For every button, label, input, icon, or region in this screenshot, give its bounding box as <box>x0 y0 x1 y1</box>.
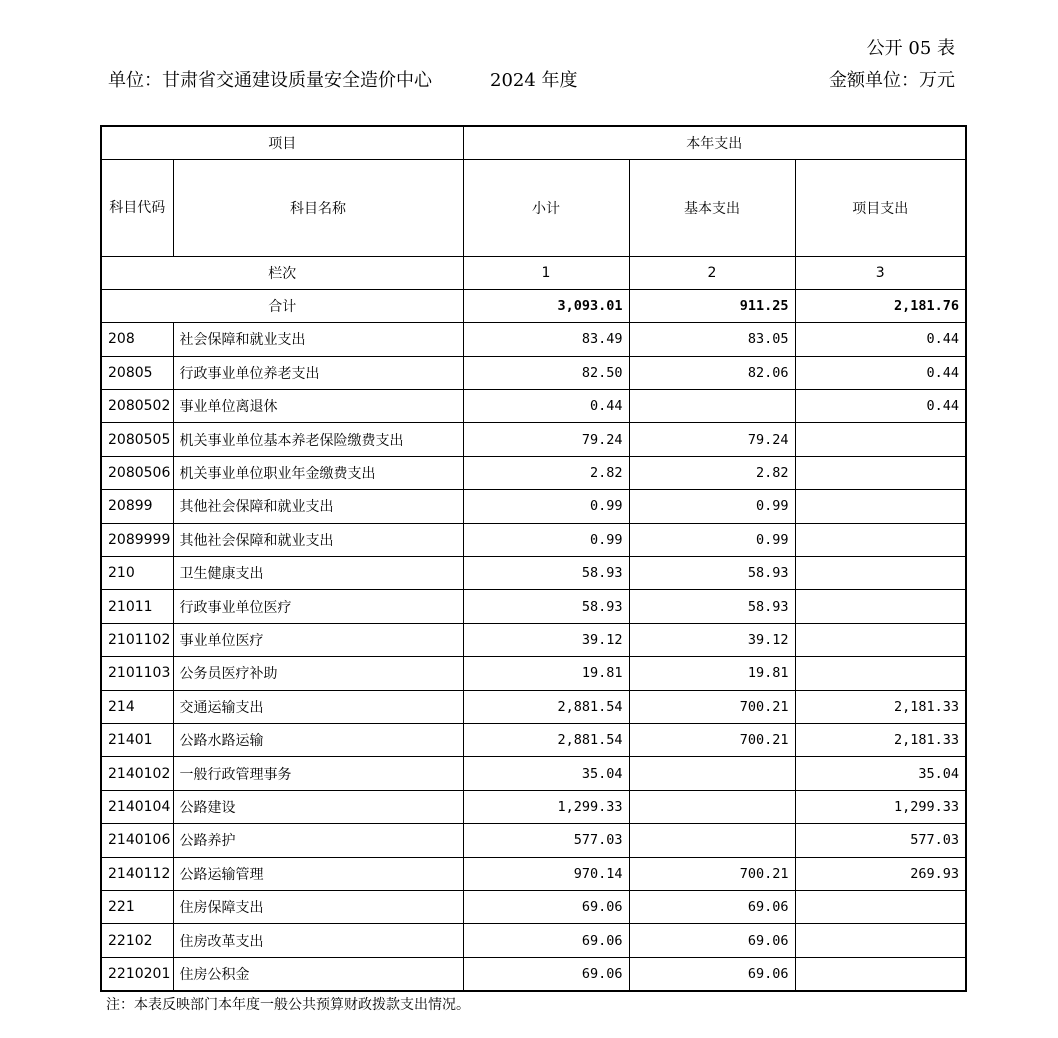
cell-item: 269.93 <box>795 857 966 890</box>
cell-name: 机关事业单位职业年金缴费支出 <box>173 456 463 489</box>
table-row <box>101 323 966 356</box>
cell-code: 2140106 <box>101 824 173 857</box>
cell-subtotal: 58.93 <box>463 557 629 590</box>
cell-name: 住房保障支出 <box>173 890 463 923</box>
cell-code: 2140102 <box>101 757 173 790</box>
cell-subtotal: 83.49 <box>463 323 629 356</box>
cell-subtotal: 82.50 <box>463 356 629 389</box>
cell-basic <box>629 824 795 857</box>
cell-basic: 69.06 <box>629 957 795 990</box>
table-row <box>101 957 966 990</box>
header-item: 项目支出 <box>795 159 966 256</box>
table-row <box>101 623 966 656</box>
index-3: 3 <box>795 256 966 289</box>
cell-name: 公务员医疗补助 <box>173 657 463 690</box>
cell-basic: 2.82 <box>629 456 795 489</box>
cell-basic: 0.99 <box>629 490 795 523</box>
cell-subtotal: 69.06 <box>463 890 629 923</box>
cell-code: 20805 <box>101 356 173 389</box>
table-row <box>101 356 966 389</box>
cell-code: 2080505 <box>101 423 173 456</box>
cell-code: 21011 <box>101 590 173 623</box>
cell-name: 公路养护 <box>173 824 463 857</box>
table-row <box>101 390 966 423</box>
cell-subtotal: 0.44 <box>463 390 629 423</box>
cell-subtotal: 69.06 <box>463 957 629 990</box>
cell-item: 2,181.33 <box>795 723 966 756</box>
cell-code: 221 <box>101 890 173 923</box>
cell-code: 214 <box>101 690 173 723</box>
cell-code: 2140112 <box>101 857 173 890</box>
index-label: 栏次 <box>101 256 463 289</box>
cell-code: 2080502 <box>101 390 173 423</box>
cell-item <box>795 924 966 957</box>
cell-item: 2,181.33 <box>795 690 966 723</box>
money-unit-label: 金额单位：万元 <box>829 70 955 91</box>
cell-code: 2101103 <box>101 657 173 690</box>
total-subtotal: 3,093.01 <box>463 289 629 322</box>
header-subtotal: 小计 <box>463 159 629 256</box>
table-row <box>101 924 966 957</box>
cell-basic: 19.81 <box>629 657 795 690</box>
cell-item: 0.44 <box>795 323 966 356</box>
cell-subtotal: 0.99 <box>463 523 629 556</box>
cell-basic: 69.06 <box>629 924 795 957</box>
cell-item: 577.03 <box>795 824 966 857</box>
table-row <box>101 857 966 890</box>
form-number: 公开 05 表 <box>866 38 955 59</box>
cell-item: 35.04 <box>795 757 966 790</box>
cell-name: 公路水路运输 <box>173 723 463 756</box>
cell-name: 住房改革支出 <box>173 924 463 957</box>
cell-subtotal: 19.81 <box>463 657 629 690</box>
table-row <box>101 523 966 556</box>
cell-item <box>795 590 966 623</box>
table-row <box>101 657 966 690</box>
cell-code: 21401 <box>101 723 173 756</box>
header-name: 科目名称 <box>173 159 463 256</box>
table-row <box>101 423 966 456</box>
cell-subtotal: 970.14 <box>463 857 629 890</box>
cell-code: 2101102 <box>101 623 173 656</box>
expenditure-table <box>100 125 967 992</box>
cell-name: 一般行政管理事务 <box>173 757 463 790</box>
cell-item <box>795 557 966 590</box>
year-label: 2024 年度 <box>490 70 578 91</box>
cell-subtotal: 2.82 <box>463 456 629 489</box>
table-row <box>101 723 966 756</box>
table-row <box>101 456 966 489</box>
cell-name: 行政事业单位医疗 <box>173 590 463 623</box>
cell-code: 20899 <box>101 490 173 523</box>
cell-code: 2080506 <box>101 456 173 489</box>
total-basic: 911.25 <box>629 289 795 322</box>
cell-subtotal: 69.06 <box>463 924 629 957</box>
cell-subtotal: 2,881.54 <box>463 723 629 756</box>
header-project: 项目 <box>101 126 463 159</box>
cell-name: 其他社会保障和就业支出 <box>173 490 463 523</box>
cell-item <box>795 490 966 523</box>
cell-item: 0.44 <box>795 356 966 389</box>
cell-name: 行政事业单位养老支出 <box>173 356 463 389</box>
table-row <box>101 824 966 857</box>
table-row <box>101 890 966 923</box>
header-expense: 本年支出 <box>463 126 966 159</box>
cell-name: 公路建设 <box>173 790 463 823</box>
cell-item <box>795 456 966 489</box>
index-2: 2 <box>629 256 795 289</box>
cell-item: 1,299.33 <box>795 790 966 823</box>
table-row <box>101 490 966 523</box>
cell-basic: 700.21 <box>629 690 795 723</box>
cell-basic: 82.06 <box>629 356 795 389</box>
cell-basic <box>629 790 795 823</box>
cell-item: 0.44 <box>795 390 966 423</box>
cell-item <box>795 423 966 456</box>
unit-label: 单位：甘肃省交通建设质量安全造价中心 <box>108 70 432 91</box>
cell-name: 机关事业单位基本养老保险缴费支出 <box>173 423 463 456</box>
cell-item <box>795 523 966 556</box>
footnote: 注：本表反映部门本年度一般公共预算财政拨款支出情况。 <box>106 997 470 1013</box>
cell-name: 住房公积金 <box>173 957 463 990</box>
table-row <box>101 690 966 723</box>
cell-basic: 58.93 <box>629 590 795 623</box>
cell-item <box>795 890 966 923</box>
cell-basic: 58.93 <box>629 557 795 590</box>
header-basic: 基本支出 <box>629 159 795 256</box>
cell-subtotal: 0.99 <box>463 490 629 523</box>
cell-basic: 79.24 <box>629 423 795 456</box>
table-row <box>101 590 966 623</box>
cell-subtotal: 35.04 <box>463 757 629 790</box>
cell-basic: 83.05 <box>629 323 795 356</box>
cell-code: 2089999 <box>101 523 173 556</box>
index-1: 1 <box>463 256 629 289</box>
cell-subtotal: 58.93 <box>463 590 629 623</box>
cell-basic: 700.21 <box>629 857 795 890</box>
total-label: 合计 <box>101 289 463 322</box>
cell-item <box>795 657 966 690</box>
cell-subtotal: 39.12 <box>463 623 629 656</box>
cell-code: 2140104 <box>101 790 173 823</box>
cell-subtotal: 79.24 <box>463 423 629 456</box>
cell-subtotal: 577.03 <box>463 824 629 857</box>
cell-basic <box>629 390 795 423</box>
cell-code: 22102 <box>101 924 173 957</box>
table-row <box>101 757 966 790</box>
cell-name: 事业单位离退休 <box>173 390 463 423</box>
cell-name: 社会保障和就业支出 <box>173 323 463 356</box>
header-code: 科目代码 <box>101 159 173 256</box>
cell-code: 210 <box>101 557 173 590</box>
total-item: 2,181.76 <box>795 289 966 322</box>
cell-basic <box>629 757 795 790</box>
table-row <box>101 557 966 590</box>
cell-item <box>795 623 966 656</box>
cell-basic: 700.21 <box>629 723 795 756</box>
cell-name: 事业单位医疗 <box>173 623 463 656</box>
cell-code: 2210201 <box>101 957 173 990</box>
cell-name: 公路运输管理 <box>173 857 463 890</box>
cell-subtotal: 2,881.54 <box>463 690 629 723</box>
cell-code: 208 <box>101 323 173 356</box>
cell-item <box>795 957 966 990</box>
table-row <box>101 790 966 823</box>
cell-name: 交通运输支出 <box>173 690 463 723</box>
cell-basic: 39.12 <box>629 623 795 656</box>
cell-name: 卫生健康支出 <box>173 557 463 590</box>
cell-name: 其他社会保障和就业支出 <box>173 523 463 556</box>
cell-subtotal: 1,299.33 <box>463 790 629 823</box>
cell-basic: 0.99 <box>629 523 795 556</box>
cell-basic: 69.06 <box>629 890 795 923</box>
